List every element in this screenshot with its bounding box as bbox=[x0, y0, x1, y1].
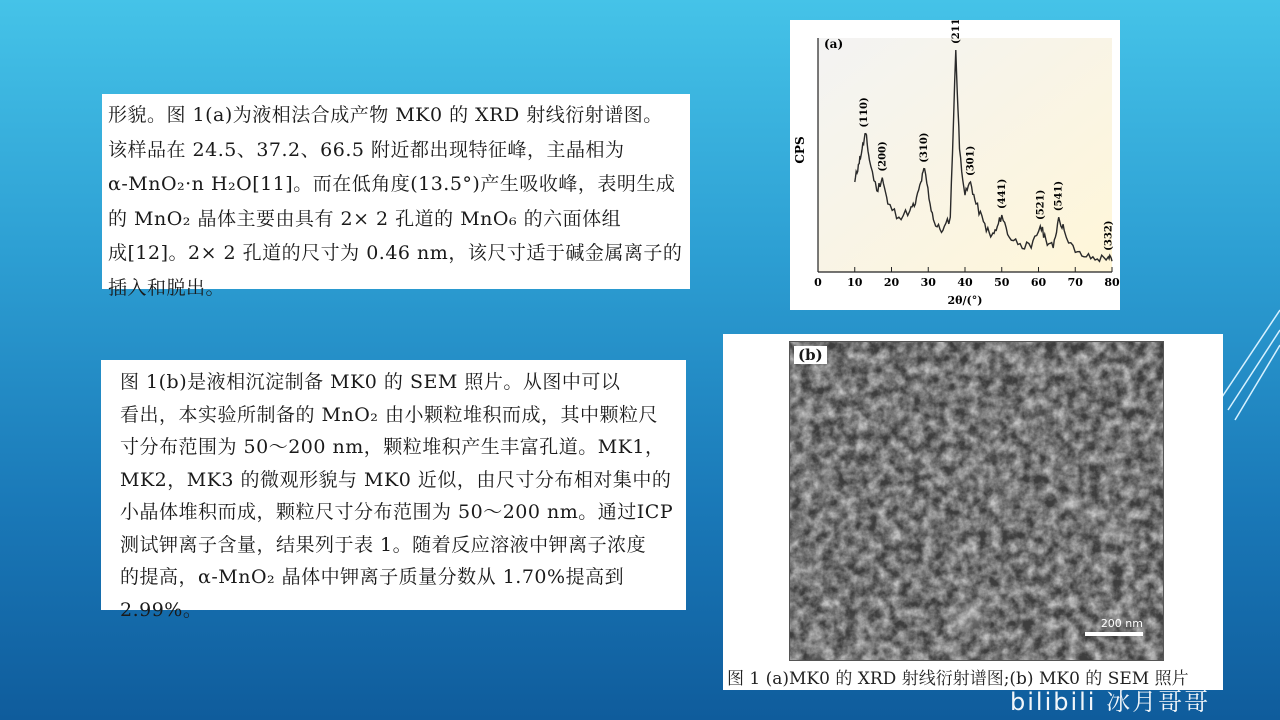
x-tick-label: 20 bbox=[883, 276, 900, 289]
figure-a-label: (a) bbox=[824, 37, 844, 51]
sem-texture bbox=[790, 342, 1163, 660]
scale-bar-label: 200 nm bbox=[1100, 617, 1143, 630]
xrd-chart bbox=[790, 20, 1120, 310]
sem-figure bbox=[723, 334, 1223, 690]
decorative-lines bbox=[1220, 300, 1280, 450]
x-tick-label: 60 bbox=[1030, 276, 1047, 289]
x-tick-label: 40 bbox=[957, 276, 973, 289]
peak-label: (541) bbox=[1053, 180, 1065, 212]
peak-label: (310) bbox=[918, 132, 930, 163]
x-tick-label: 80 bbox=[1104, 276, 1120, 289]
peak-label: (332) bbox=[1103, 220, 1115, 251]
x-tick-label: 70 bbox=[1067, 276, 1083, 289]
figure-b-label: (b) bbox=[794, 346, 827, 364]
x-axis-label: 2θ/(°) bbox=[947, 294, 983, 307]
peak-label: (110) bbox=[858, 97, 870, 128]
peak-label: (200) bbox=[877, 141, 889, 172]
x-tick-label: 0 bbox=[814, 276, 822, 289]
peak-label: (301) bbox=[965, 145, 977, 176]
x-tick-label: 50 bbox=[994, 276, 1010, 289]
scale-bar bbox=[1085, 632, 1143, 636]
figure-caption: 图 1 (a)MK0 的 XRD 射线衍射谱图;(b) MK0 的 SEM 照片 bbox=[727, 669, 1189, 689]
paragraph-xrd-description: 形貌。图 1(a)为液相法合成产物 MK0 的 XRD 射线衍射谱图。 该样品在 24.5、37.2、66.5 附近都出现特征峰，主晶相为 α-MnO₂·n H₂O[11]。而在低角度(13.5°)产生吸收峰，表明生成 的 MnO₂ 晶体主要由具有 2× 2 孔道的 MnO₆ 的六面体组 成[12]。2× 2 孔道的尺寸为 0.46 nm，该尺寸适于碱金属离子的 插入和脱出。 bbox=[108, 104, 683, 299]
xrd-figure bbox=[790, 20, 1120, 310]
peak-label: (441) bbox=[996, 178, 1008, 209]
text-panel-bottom bbox=[101, 360, 686, 621]
x-tick-label: 30 bbox=[920, 276, 936, 289]
bilibili-watermark: bilibili 冰月哥哥 bbox=[1010, 688, 1211, 716]
peak-label: (211) bbox=[950, 20, 962, 44]
paragraph-sem-description: 图 1(b)是液相沉淀制备 MK0 的 SEM 照片。从图中可以 看出，本实验所制备的 MnO₂ 由小颗粒堆积而成，其中颗粒尺 寸分布范围为 50～200 nm，颗粒堆积产生丰富孔道。MK1， MK2，MK3 的微观形貌与 MK0 近似，由尺寸分布相对集中的 小晶体堆积而成，颗粒尺寸分布范围为 50～200 nm。通过ICP 测试钾离子含量，结果列于表 1。随着反应溶液中钾离子浓度 的提高，α-MnO₂ 晶体中钾离子质量分数从 1.70%提高到 2.99%。 bbox=[120, 371, 674, 621]
x-tick-label: 10 bbox=[847, 276, 863, 289]
peak-label: (521) bbox=[1035, 189, 1047, 220]
y-axis-label: CPS bbox=[793, 136, 807, 164]
text-panel-top bbox=[102, 94, 690, 299]
sem-image bbox=[789, 341, 1164, 661]
